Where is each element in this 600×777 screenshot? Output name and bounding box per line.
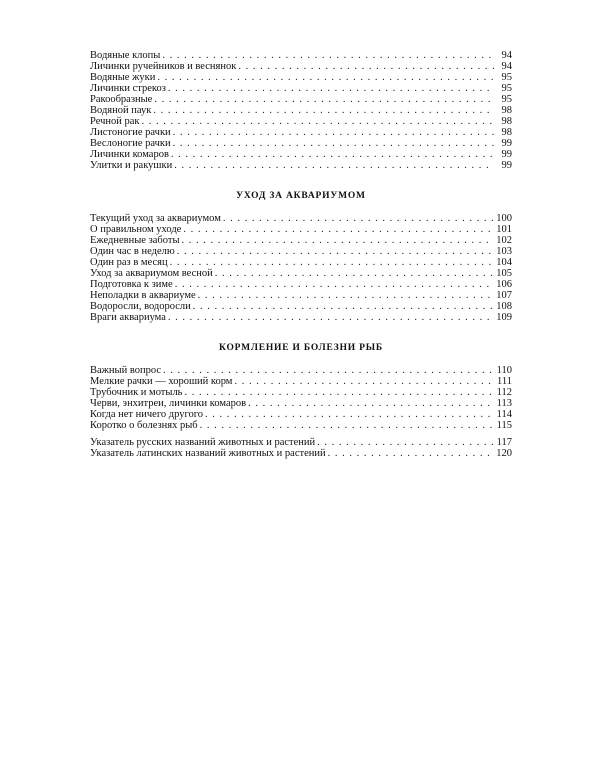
dot-leader <box>328 448 494 459</box>
toc-entry[interactable] <box>90 387 512 398</box>
toc-entry[interactable] <box>90 149 512 160</box>
toc-entry-title: Важный вопрос <box>90 365 162 376</box>
toc-entry-page: 98 <box>501 105 512 116</box>
toc-entry-page: 99 <box>501 160 512 171</box>
toc-entry[interactable] <box>90 246 512 257</box>
section-heading: КОРМЛЕНИЕ И БОЛЕЗНИ РЫБ <box>219 343 383 353</box>
toc-entry-title: Коротко о болезнях рыб <box>90 420 198 431</box>
toc-entry[interactable] <box>90 290 512 301</box>
toc-entry[interactable] <box>90 50 512 61</box>
dot-leader <box>248 398 494 409</box>
toc-entry-title: Уход за аквариумом весной <box>90 268 213 279</box>
toc-entry-page: 113 <box>496 398 512 409</box>
toc-entry-page: 120 <box>496 448 512 459</box>
toc-entry-title: Черви, энхитреи, личинки комаров <box>90 398 247 409</box>
toc-entry[interactable] <box>90 409 512 420</box>
toc-entry-title: О правильном уходе <box>90 224 182 235</box>
toc-entry[interactable] <box>90 365 512 376</box>
dot-leader <box>223 213 494 224</box>
dot-leader <box>193 301 494 312</box>
toc-entry[interactable] <box>90 279 512 290</box>
toc-entry[interactable] <box>90 127 512 138</box>
dot-leader <box>175 279 494 290</box>
toc-entry-title: Указатель латинских названий животных и растений <box>90 448 326 459</box>
toc-entry-page: 99 <box>501 149 512 160</box>
toc-entry[interactable] <box>90 268 512 279</box>
toc-entry-title: Водяной паук <box>90 105 152 116</box>
toc-entry-page: 103 <box>496 246 512 257</box>
toc-entry-title: Водяные клопы <box>90 50 161 61</box>
dot-leader <box>215 268 494 279</box>
dot-leader <box>173 127 494 138</box>
dot-leader <box>162 50 494 61</box>
toc-entry-index[interactable] <box>90 448 512 459</box>
toc-entry[interactable] <box>90 61 512 72</box>
toc-entry-page: 100 <box>496 213 512 224</box>
dot-leader <box>183 224 494 235</box>
section-heading: УХОД ЗА АКВАРИУМОМ <box>236 191 366 201</box>
dot-leader <box>317 437 494 448</box>
toc-entry-page: 106 <box>496 279 512 290</box>
toc-entry[interactable] <box>90 138 512 149</box>
toc-entry[interactable] <box>90 257 512 268</box>
toc-entry-page: 108 <box>496 301 512 312</box>
toc-entry-page: 115 <box>496 420 512 431</box>
toc-entry-page: 94 <box>501 61 512 72</box>
toc-entry-title: Когда нет ничего другого <box>90 409 204 420</box>
dot-leader <box>234 376 494 387</box>
dot-leader <box>205 409 494 420</box>
dot-leader <box>153 105 494 116</box>
dot-leader <box>168 312 494 323</box>
toc-entry-title: Ежедневные заботы <box>90 235 180 246</box>
dot-leader <box>238 61 494 72</box>
toc-entry[interactable] <box>90 116 512 127</box>
toc-entry-page: 98 <box>501 127 512 138</box>
toc-entry-title: Неполадки в аквариуме <box>90 290 196 301</box>
toc-entry-page: 112 <box>496 387 512 398</box>
dot-leader <box>182 235 495 246</box>
toc-entry[interactable] <box>90 72 512 83</box>
dot-leader <box>200 420 494 431</box>
toc-entry-title: Личинки комаров <box>90 149 169 160</box>
toc-entry-title: Текущий уход за аквариумом <box>90 213 221 224</box>
toc-entry-title: Речной рак <box>90 116 140 127</box>
toc-entry-index[interactable] <box>90 437 512 448</box>
dot-leader <box>173 138 494 149</box>
toc-entry-page: 104 <box>496 257 512 268</box>
toc-entry-title: Враги аквариума <box>90 312 166 323</box>
toc-section-aquarium-care <box>90 190 512 323</box>
dot-leader <box>142 116 494 127</box>
toc-entry-title: Трубочник и мотыль <box>90 387 183 398</box>
toc-entry-title: Ракообразные <box>90 94 153 105</box>
toc-entry[interactable] <box>90 312 512 323</box>
toc-entry[interactable] <box>90 213 512 224</box>
toc-entry-title: Листоногие рачки <box>90 127 171 138</box>
dot-leader <box>198 290 494 301</box>
toc-entry[interactable] <box>90 301 512 312</box>
toc-section-animals <box>90 50 512 171</box>
toc-entry-title: Водяные жуки <box>90 72 156 83</box>
toc-entry-title: Один раз в месяц <box>90 257 168 268</box>
toc-entry[interactable] <box>90 224 512 235</box>
toc-section-feeding-diseases <box>90 342 512 459</box>
toc-entry-page: 95 <box>501 72 512 83</box>
toc-entry-title: Улитки и ракушки <box>90 160 173 171</box>
toc-entry[interactable] <box>90 94 512 105</box>
toc-entry[interactable] <box>90 235 512 246</box>
dot-leader <box>154 94 494 105</box>
toc-entry-page: 110 <box>496 365 512 376</box>
toc-entry-page: 94 <box>501 50 512 61</box>
toc-entry-page: 95 <box>501 94 512 105</box>
toc-entry-page: 102 <box>496 235 512 246</box>
toc-entry-title: Указатель русских названий животных и растений <box>90 437 316 448</box>
toc-entry-page: 107 <box>496 290 512 301</box>
toc-entry-title: Мелкие рачки — хороший корм <box>90 376 233 387</box>
dot-leader <box>177 246 494 257</box>
toc-entry[interactable] <box>90 376 512 387</box>
dot-leader <box>174 160 494 171</box>
toc-entry-page: 109 <box>496 312 512 323</box>
toc-entry-page: 105 <box>496 268 512 279</box>
toc-entry-page: 99 <box>501 138 512 149</box>
dot-leader <box>170 257 494 268</box>
dot-leader <box>171 149 494 160</box>
toc-entry[interactable] <box>90 398 512 409</box>
toc-entry-page: 101 <box>496 224 512 235</box>
toc-entry-page: 111 <box>497 376 512 387</box>
toc-entry[interactable] <box>90 160 512 171</box>
toc-entry[interactable] <box>90 83 512 94</box>
toc-entry-page: 117 <box>496 437 512 448</box>
dot-leader <box>168 83 494 94</box>
toc-entry-title: Личинки ручейников и веснянок <box>90 61 237 72</box>
toc-entry-page: 95 <box>501 83 512 94</box>
toc-entry-page: 114 <box>496 409 512 420</box>
dot-leader <box>163 365 494 376</box>
dot-leader <box>157 72 494 83</box>
toc-entry[interactable] <box>90 420 512 431</box>
toc-entry-title: Водоросли, водоросли <box>90 301 191 312</box>
toc-entry-title: Личинки стрекоз <box>90 83 166 94</box>
dot-leader <box>184 387 494 398</box>
toc-entry-title: Подготовка к зиме <box>90 279 173 290</box>
toc-entry-title: Один час в неделю <box>90 246 175 257</box>
toc-entry-page: 98 <box>501 116 512 127</box>
table-of-contents <box>90 50 512 459</box>
toc-entry-title: Веслоногие рачки <box>90 138 171 149</box>
toc-entry[interactable] <box>90 105 512 116</box>
